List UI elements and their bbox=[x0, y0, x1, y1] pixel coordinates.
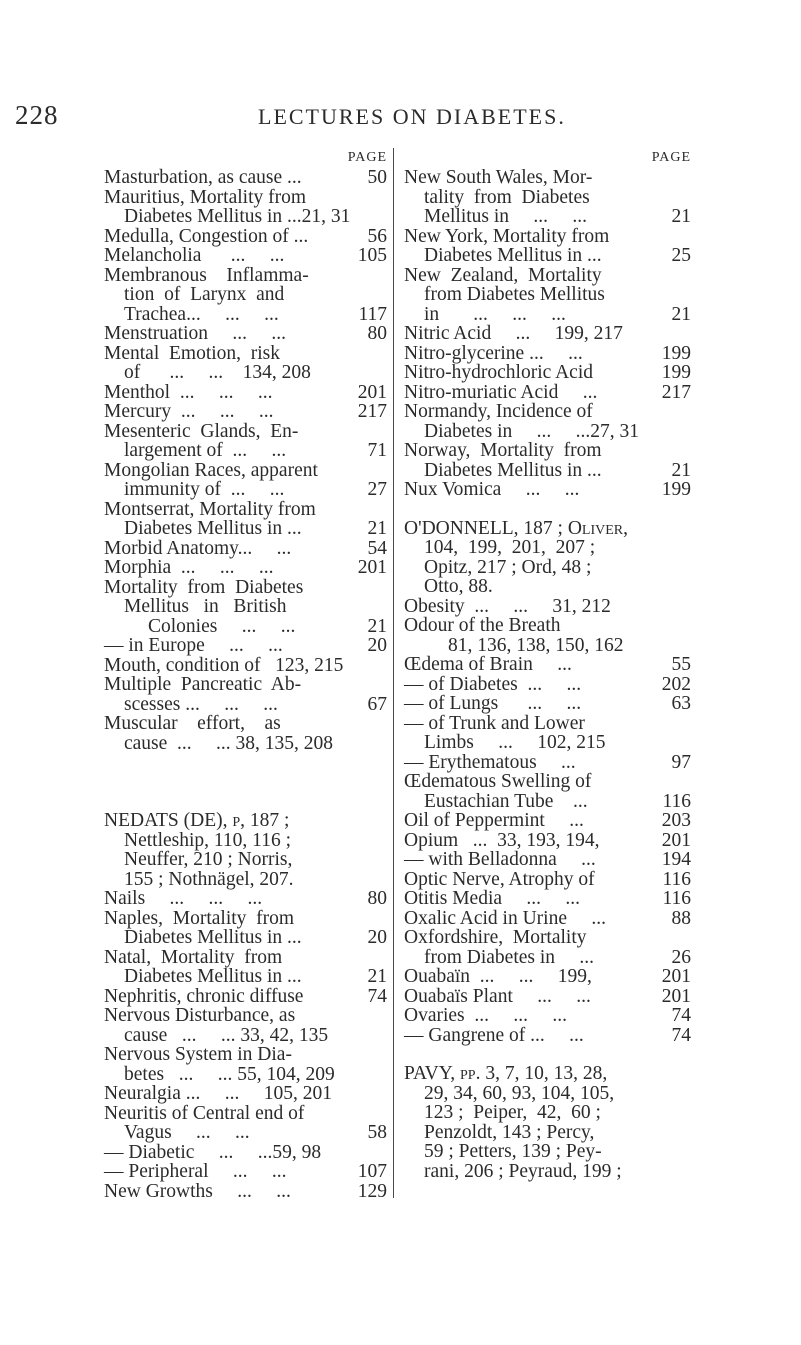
index-entry bbox=[404, 831, 691, 851]
index-entry-page: 25 bbox=[671, 245, 691, 266]
index-entry-page: 21 bbox=[367, 518, 387, 539]
index-entry bbox=[404, 870, 691, 890]
index-entry bbox=[404, 480, 691, 500]
index-entry bbox=[404, 733, 691, 753]
index-entry bbox=[104, 539, 387, 559]
index-entry-page: 201 bbox=[661, 829, 691, 851]
index-entry-page: 116 bbox=[662, 888, 691, 909]
index-entry bbox=[404, 1103, 691, 1123]
index-entry-text: Membranous Inflamma- bbox=[104, 264, 309, 286]
index-entry-text: Natal, Mortality from bbox=[104, 946, 283, 968]
index-entry-text: — of Diabetes ... ... bbox=[404, 673, 582, 695]
index-entry bbox=[404, 1026, 691, 1046]
index-entry-text: Masturbation, as cause ... bbox=[104, 167, 302, 188]
index-entry-text: Eustachian Tube ... bbox=[424, 790, 588, 812]
index-entry bbox=[104, 168, 387, 188]
index-entry-text: New York, Mortality from bbox=[404, 225, 610, 247]
index-entry-text: Normandy, Incidence of bbox=[404, 401, 593, 422]
index-entry-text: Vagus ... ... bbox=[124, 1122, 250, 1143]
index-entry-page: 71 bbox=[367, 440, 387, 461]
index-entry-page: 201 bbox=[357, 557, 387, 578]
index-entry bbox=[104, 811, 387, 831]
index-entry-text: Odour of the Breath bbox=[404, 615, 561, 636]
index-entry-page: 80 bbox=[367, 323, 387, 344]
index-entry bbox=[104, 227, 387, 247]
index-entry bbox=[404, 1064, 691, 1084]
index-entry-text: 104, 199, 201, 207 ; bbox=[424, 537, 596, 558]
index-entry-text: Œdematous Swelling of bbox=[404, 771, 592, 792]
index-entry bbox=[104, 363, 387, 383]
index-entry-text: Muscular effort, as bbox=[104, 713, 281, 734]
index-entry bbox=[404, 324, 691, 344]
index-entry-text: Melancholia ... ... bbox=[104, 245, 285, 266]
index-entry-page: 21 bbox=[671, 303, 691, 325]
index-entry bbox=[404, 441, 691, 461]
index-entry-text: Diabetes Mellitus in ... bbox=[424, 245, 602, 266]
index-entry-page: 55 bbox=[671, 654, 691, 675]
index-entry bbox=[104, 889, 387, 909]
index-entry bbox=[104, 597, 387, 617]
index-entry bbox=[104, 1084, 387, 1104]
index-block-n bbox=[104, 811, 387, 1201]
index-entry-text: Oxalic Acid in Urine ... bbox=[404, 907, 606, 929]
index-entry-text: — Gangrene of ... ... bbox=[404, 1024, 584, 1046]
index-entry-text: Mouth, condition of 123, 215 bbox=[104, 654, 344, 676]
index-entry bbox=[404, 714, 691, 734]
index-entry bbox=[404, 577, 691, 597]
index-entry bbox=[404, 928, 691, 948]
index-entry-page: 56 bbox=[367, 225, 387, 247]
index-entry-page: 54 bbox=[367, 537, 387, 559]
index-entry bbox=[404, 422, 691, 442]
index-entry bbox=[404, 285, 691, 305]
page-number: 228 bbox=[15, 100, 59, 130]
index-entry bbox=[104, 500, 387, 520]
index-entry bbox=[404, 1142, 691, 1162]
index-entry-page: 21 bbox=[671, 459, 691, 481]
index-entry-text: New Growths ... ... bbox=[104, 1180, 291, 1202]
index-entry-text: Mauritius, Mortality from bbox=[104, 186, 307, 208]
index-entry-page: 201 bbox=[661, 985, 691, 1007]
index-entry-page: 201 bbox=[357, 381, 387, 403]
index-block-m bbox=[104, 168, 387, 753]
index-entry-page: 116 bbox=[662, 868, 691, 890]
index-entry bbox=[104, 1162, 387, 1182]
index-entry-page: 27 bbox=[367, 479, 387, 500]
index-entry bbox=[404, 811, 691, 831]
index-entry-text: Oil of Peppermint ... bbox=[404, 810, 584, 831]
index-entry-text: Mental Emotion, risk bbox=[104, 342, 281, 364]
index-entry bbox=[404, 753, 691, 773]
index-entry-text: Mesenteric Glands, En- bbox=[104, 420, 299, 442]
index-entry-page: 116 bbox=[662, 790, 691, 812]
index-entry-text: Ouabaïs Plant ... ... bbox=[404, 985, 591, 1007]
index-entry bbox=[104, 1104, 387, 1124]
index-entry-text: Mellitus in ... ... bbox=[424, 206, 588, 227]
index-entry bbox=[404, 461, 691, 481]
index-entry-text: Optic Nerve, Atrophy of bbox=[404, 868, 595, 890]
index-entry bbox=[104, 578, 387, 598]
index-entry-text: — of Lungs ... ... bbox=[404, 693, 582, 714]
index-entry bbox=[404, 1006, 691, 1026]
index-entry-page: 63 bbox=[671, 693, 691, 714]
index-entry bbox=[104, 1065, 387, 1085]
index-entry bbox=[104, 461, 387, 481]
index-entry-text: Mortality from Diabetes bbox=[104, 576, 304, 598]
index-entry bbox=[104, 928, 387, 948]
page-header bbox=[0, 100, 801, 140]
index-entry-page: 74 bbox=[671, 1005, 691, 1026]
index-column-right bbox=[404, 150, 691, 1181]
index-entry bbox=[104, 188, 387, 208]
index-entry bbox=[404, 655, 691, 675]
index-entry-text: Medulla, Congestion of ... bbox=[104, 225, 309, 247]
index-entry bbox=[404, 519, 691, 539]
index-entry-text: 81, 136, 138, 150, 162 bbox=[448, 634, 624, 656]
index-entry bbox=[104, 734, 387, 754]
index-entry-text: tion of Larynx and bbox=[124, 284, 285, 305]
page-column-label: PAGE bbox=[651, 150, 691, 165]
index-block-p bbox=[404, 1064, 691, 1181]
index-entry bbox=[404, 772, 691, 792]
index-entry-text: Diabetes Mellitus in ... bbox=[124, 927, 302, 948]
page-column-label: PAGE bbox=[347, 150, 387, 165]
index-entry bbox=[104, 422, 387, 442]
index-entry-text: Menstruation ... ... bbox=[104, 323, 286, 344]
index-entry-page: 199 bbox=[661, 342, 691, 364]
index-entry bbox=[104, 402, 387, 422]
index-entry-text: — Diabetic ... ...59, 98 bbox=[104, 1141, 322, 1163]
index-entry-text: New Zealand, Mortality bbox=[404, 264, 602, 286]
index-entry-page: 50 bbox=[367, 167, 387, 188]
index-entry-text: Diabetes Mellitus in ... bbox=[424, 459, 602, 481]
index-entry-page: 117 bbox=[358, 303, 387, 325]
index-entry-text: O'DONNELL, 187 ; Oliver, bbox=[404, 517, 628, 539]
index-entry-page: 21 bbox=[671, 206, 691, 227]
index-entry-text: Diabetes Mellitus in ... bbox=[124, 518, 302, 539]
index-entry-text: Mellitus in British bbox=[124, 596, 287, 617]
index-entry bbox=[104, 909, 387, 929]
index-entry-page: 202 bbox=[661, 673, 691, 695]
index-entry-text: Limbs ... 102, 215 bbox=[424, 732, 606, 753]
index-entry-text: Diabetes Mellitus in ... bbox=[124, 966, 302, 987]
index-entry bbox=[104, 948, 387, 968]
index-entry bbox=[104, 266, 387, 286]
index-entry-text: — in Europe ... ... bbox=[104, 635, 283, 656]
index-entry-text: New South Wales, Mor- bbox=[404, 167, 593, 188]
index-entry bbox=[104, 714, 387, 734]
index-entry-text: Montserrat, Mortality from bbox=[104, 498, 316, 520]
index-entry bbox=[404, 616, 691, 636]
index-entry-page: 67 bbox=[367, 693, 387, 715]
index-entry bbox=[404, 889, 691, 909]
index-entry bbox=[404, 558, 691, 578]
index-block-o bbox=[404, 519, 691, 1046]
index-entry bbox=[404, 987, 691, 1007]
index-entry-text: Nitric Acid ... 199, 217 bbox=[404, 323, 623, 344]
index-entry-page: 217 bbox=[661, 381, 691, 403]
index-entry-text: PAVY, pp. 3, 7, 10, 13, 28, bbox=[404, 1063, 608, 1084]
index-entry-page: 20 bbox=[367, 927, 387, 948]
index-entry bbox=[404, 948, 691, 968]
index-entry bbox=[104, 344, 387, 364]
index-entry bbox=[104, 246, 387, 266]
index-entry bbox=[404, 792, 691, 812]
index-entry-text: Norway, Mortality from bbox=[404, 440, 602, 461]
index-entry bbox=[104, 519, 387, 539]
index-entry-text: Diabetes Mellitus in ...21, 31 bbox=[124, 206, 351, 227]
index-entry bbox=[104, 285, 387, 305]
index-entry-page: 194 bbox=[661, 849, 691, 870]
index-entry bbox=[104, 1045, 387, 1065]
index-entry-text: Diabetes in ... ...27, 31 bbox=[424, 420, 640, 442]
index-entry bbox=[104, 675, 387, 695]
index-entry-text: Ovaries ... ... ... bbox=[404, 1005, 568, 1026]
index-entry-text: in ... ... ... bbox=[424, 303, 566, 325]
index-entry bbox=[104, 1143, 387, 1163]
index-entry-text: Neuritis of Central end of bbox=[104, 1102, 305, 1124]
index-entry bbox=[104, 480, 387, 500]
index-entry-text: of ... ... 134, 208 bbox=[124, 362, 311, 383]
index-entry-page: 129 bbox=[357, 1180, 387, 1202]
index-entry-text: Nux Vomica ... ... bbox=[404, 479, 580, 500]
index-entry-text: Morbid Anatomy... ... bbox=[104, 537, 292, 559]
index-entry bbox=[104, 695, 387, 715]
index-entry bbox=[404, 383, 691, 403]
index-entry-text: — Erythematous ... bbox=[404, 751, 576, 773]
index-entry-page: 74 bbox=[367, 985, 387, 1007]
index-entry-text: — of Trunk and Lower bbox=[404, 712, 585, 734]
index-entry bbox=[404, 207, 691, 227]
index-entry-page: 107 bbox=[357, 1161, 387, 1182]
index-entry bbox=[104, 1026, 387, 1046]
index-entry-text: Otitis Media ... ... bbox=[404, 888, 581, 909]
index-entry-text: — Peripheral ... ... bbox=[104, 1161, 287, 1182]
index-entry bbox=[404, 850, 691, 870]
index-entry bbox=[104, 1006, 387, 1026]
index-entry-text: 155 ; Nothnägel, 207. bbox=[124, 868, 294, 890]
index-entry-page: 201 bbox=[661, 966, 691, 987]
index-entry bbox=[404, 909, 691, 929]
running-title: LECTURES ON DIABETES. bbox=[258, 104, 566, 129]
index-entry bbox=[404, 694, 691, 714]
index-entry bbox=[404, 363, 691, 383]
index-entry-text: Otto, 88. bbox=[424, 576, 493, 597]
index-entry bbox=[404, 675, 691, 695]
index-entry bbox=[104, 324, 387, 344]
index-entry bbox=[104, 967, 387, 987]
index-entry bbox=[404, 402, 691, 422]
index-entry bbox=[404, 1084, 691, 1104]
index-entry bbox=[104, 1182, 387, 1202]
index-entry bbox=[104, 383, 387, 403]
index-entry-text: Mongolian Races, apparent bbox=[104, 459, 318, 481]
index-entry bbox=[104, 617, 387, 637]
index-entry-text: Naples, Mortality from bbox=[104, 907, 295, 929]
index-entry-text: cause ... ... 38, 135, 208 bbox=[124, 732, 334, 754]
index-entry bbox=[404, 266, 691, 286]
index-entry-page: 203 bbox=[661, 810, 691, 831]
index-entry-page: 80 bbox=[367, 888, 387, 909]
index-entry-text: NEDATS (DE), p, 187 ; bbox=[104, 810, 290, 831]
index-entry-page: 26 bbox=[671, 946, 691, 968]
index-entry-page: 199 bbox=[661, 479, 691, 500]
index-entry bbox=[404, 188, 691, 208]
index-entry bbox=[104, 1123, 387, 1143]
index-entry-text: Nails ... ... ... bbox=[104, 888, 263, 909]
index-entry bbox=[404, 636, 691, 656]
index-entry-text: Obesity ... ... 31, 212 bbox=[404, 595, 611, 617]
index-entry-text: 123 ; Peiper, 42, 60 ; bbox=[424, 1102, 601, 1123]
index-entry bbox=[104, 636, 387, 656]
index-entry bbox=[404, 344, 691, 364]
index-entry-text: Menthol ... ... ... bbox=[104, 381, 273, 403]
index-entry bbox=[404, 1123, 691, 1143]
index-column-left bbox=[104, 150, 387, 1201]
index-entry-text: Nitro-glycerine ... ... bbox=[404, 342, 583, 364]
index-entry-page: 105 bbox=[357, 245, 387, 266]
index-entry-page: 97 bbox=[671, 751, 691, 773]
index-entry bbox=[404, 967, 691, 987]
index-entry-page: 88 bbox=[671, 907, 691, 929]
index-entry-text: tality from Diabetes bbox=[424, 186, 590, 208]
index-entry-page: 217 bbox=[357, 401, 387, 422]
index-entry-text: Multiple Pancreatic Ab- bbox=[104, 674, 302, 695]
index-entry-text: Opium ... 33, 193, 194, bbox=[404, 829, 600, 851]
index-entry-text: Ouabaïn ... ... 199, bbox=[404, 966, 592, 987]
index-entry-text: Nervous System in Dia- bbox=[104, 1044, 292, 1065]
index-entry-page: 199 bbox=[661, 362, 691, 383]
index-entry-page: 74 bbox=[671, 1024, 691, 1046]
index-entry-text: 29, 34, 60, 93, 104, 105, bbox=[424, 1082, 615, 1104]
index-entry bbox=[104, 850, 387, 870]
index-entry-text: Neuralgia ... ... 105, 201 bbox=[104, 1083, 333, 1104]
index-entry bbox=[404, 168, 691, 188]
index-entry-text: betes ... ... 55, 104, 209 bbox=[124, 1063, 335, 1085]
index-entry bbox=[104, 831, 387, 851]
index-entry-text: Opitz, 217 ; Ord, 48 ; bbox=[424, 556, 592, 578]
index-entry bbox=[404, 305, 691, 325]
index-entry-text: largement of ... ... bbox=[124, 440, 287, 461]
index-entry-text: Neuffer, 210 ; Norris, bbox=[124, 849, 293, 870]
index-entry-text: scesses ... ... ... bbox=[124, 693, 278, 715]
index-entry-page: 58 bbox=[367, 1122, 387, 1143]
index-entry-text: rani, 206 ; Peyraud, 199 ; bbox=[424, 1160, 622, 1182]
index-entry-text: — with Belladonna ... bbox=[404, 849, 596, 870]
index-entry-text: Penzoldt, 143 ; Percy, bbox=[424, 1121, 595, 1143]
index-entry bbox=[404, 538, 691, 558]
index-entry-text: Œdema of Brain ... bbox=[404, 654, 572, 675]
index-entry-text: Nephritis, chronic diffuse bbox=[104, 985, 304, 1007]
index-entry bbox=[404, 1162, 691, 1182]
index-entry-text: from Diabetes in ... bbox=[424, 946, 595, 968]
index-entry-text: Trachea... ... ... bbox=[124, 303, 279, 325]
index-entry-page: 21 bbox=[367, 615, 387, 637]
index-entry-text: Morphia ... ... ... bbox=[104, 557, 274, 578]
index-entry-text: Nervous Disturbance, as bbox=[104, 1005, 296, 1026]
index-entry bbox=[104, 207, 387, 227]
index-entry-text: Nitro-hydrochloric Acid bbox=[404, 362, 593, 383]
index-entry bbox=[404, 227, 691, 247]
index-entry-text: Nitro-muriatic Acid ... bbox=[404, 381, 598, 403]
index-entry-text: Mercury ... ... ... bbox=[104, 401, 274, 422]
index-entry bbox=[104, 656, 387, 676]
column-divider bbox=[393, 148, 394, 1198]
index-entry bbox=[104, 441, 387, 461]
index-entry-text: 59 ; Petters, 139 ; Pey- bbox=[424, 1141, 602, 1162]
index-entry-page: 21 bbox=[367, 966, 387, 987]
index-entry-page: 20 bbox=[367, 635, 387, 656]
index-entry bbox=[404, 597, 691, 617]
index-entry bbox=[104, 870, 387, 890]
index-block-n-continued bbox=[404, 168, 691, 500]
index-entry-text: immunity of ... ... bbox=[124, 479, 285, 500]
index-entry-text: cause ... ... 33, 42, 135 bbox=[124, 1024, 329, 1046]
index-entry-text: Oxfordshire, Mortality bbox=[404, 927, 587, 948]
index-entry-text: Colonies ... ... bbox=[148, 615, 296, 637]
index-entry bbox=[104, 558, 387, 578]
index-entry bbox=[104, 305, 387, 325]
index-entry-text: Nettleship, 110, 116 ; bbox=[124, 829, 291, 851]
index-entry bbox=[104, 987, 387, 1007]
index-entry-text: from Diabetes Mellitus bbox=[424, 284, 605, 305]
index-entry bbox=[404, 246, 691, 266]
